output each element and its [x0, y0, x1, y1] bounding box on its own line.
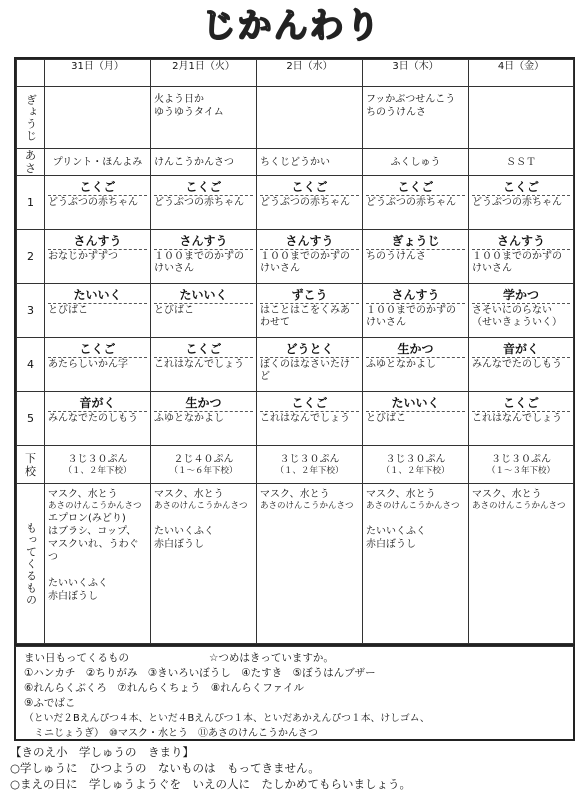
dismissal-row	[17, 446, 574, 484]
daily-line: ①ハンカチ ②ちりがみ ③きいろいぼうし ④たすき ⑤ぼうはんブザー	[24, 667, 376, 679]
day-header: 31日（月）	[45, 60, 151, 87]
unit: ふゆとなかよし	[366, 359, 436, 370]
unit: ちのうけんさ	[366, 251, 426, 262]
period-cell	[45, 230, 151, 284]
period-cell	[363, 230, 469, 284]
rules-heading: 【きのえ小 学しゅうの きまり】	[10, 745, 194, 759]
day-header-row	[17, 60, 574, 87]
unit: どうぶつの赤ちゃん	[154, 197, 244, 208]
unit: これはなんでしょう	[472, 413, 562, 424]
unit: これはなんでしょう	[154, 359, 244, 370]
daily-line: ミニじょうぎ） ⑩マスク・水とう ⑪あさのけんこうかんさつ	[34, 728, 318, 739]
subject: さんすう	[154, 233, 253, 250]
morning-cell: ふくしゅう	[363, 149, 469, 176]
period-cell	[151, 338, 257, 392]
unit: おなじかずずつ	[48, 251, 118, 262]
period-label: 3	[17, 284, 45, 338]
period-cell	[151, 284, 257, 338]
subject: どうとく	[260, 341, 359, 358]
bring-row	[17, 484, 574, 644]
timetable-grid	[16, 59, 574, 644]
subject: たいいく	[366, 395, 465, 412]
study-rules	[10, 744, 575, 792]
unit: みんなでたのしもう	[472, 359, 562, 370]
events-cell	[257, 87, 363, 149]
daily-line: ⑥れんらくぶくろ ⑦れんらくちょう ⑧れんらくファイル	[24, 682, 305, 694]
unit: どうぶつの赤ちゃん	[260, 197, 350, 208]
period-cell	[363, 338, 469, 392]
period-cell	[257, 338, 363, 392]
nails-reminder: ☆つめはきっていますか。	[209, 652, 334, 664]
bring-cell: マスク、水とう あさのけんこうかんさつ たいいくふく 赤白ぼうし	[363, 484, 469, 644]
dismissal-label: 下校	[17, 446, 45, 484]
daily-line: （といだ２Bえんぴつ４本、といだ４Bえんぴつ１本、といだあかえんぴつ１本、けしゴム、	[24, 713, 430, 724]
day-header: 4日（金）	[469, 60, 574, 87]
dismissal-cell: ３じ３０ぷん （１、２年下校）	[257, 446, 363, 484]
unit: どうぶつの赤ちゃん	[366, 197, 456, 208]
subject: ぎょうじ	[366, 233, 465, 250]
period-cell	[45, 338, 151, 392]
subject: こくご	[48, 341, 147, 358]
corner-cell	[17, 60, 45, 87]
events-label: ぎょうじ	[24, 93, 38, 142]
period-row	[17, 392, 574, 446]
period-row	[17, 176, 574, 230]
period-cell	[469, 338, 574, 392]
morning-row	[17, 149, 574, 176]
period-cell	[151, 392, 257, 446]
subject: こくご	[154, 179, 253, 196]
subject: こくご	[260, 179, 359, 196]
subject: こくご	[154, 341, 253, 358]
subject: ずこう	[260, 287, 359, 304]
subject: 音がく	[48, 395, 147, 412]
events-cell: 火よう日か ゆうゆうタイム	[151, 87, 257, 149]
unit: はことはこをくみあわせて	[260, 305, 350, 328]
period-cell	[363, 284, 469, 338]
subject: さんすう	[366, 287, 465, 304]
unit: どうぶつの赤ちゃん	[472, 197, 562, 208]
day-header: 2日（水）	[257, 60, 363, 87]
subject: こくご	[472, 395, 570, 412]
morning-cell: ＳＳＴ	[469, 149, 574, 176]
period-cell	[257, 392, 363, 446]
period-cell	[257, 284, 363, 338]
unit: １００までのかずのけいさん	[366, 305, 456, 328]
period-cell	[45, 176, 151, 230]
period-cell	[469, 392, 574, 446]
bring-cell: マスク、水とう あさのけんこうかんさつ エプロン(みどり) はブラシ、コップ、 マスクいれ、うわぐつ たいいくふく 赤白ぼうし	[45, 484, 151, 644]
period-row	[17, 338, 574, 392]
unit: とびばこ	[154, 305, 194, 316]
dismissal-cell: ３じ３０ぷん （１、２年下校）	[363, 446, 469, 484]
morning-cell: プリント・ほんよみ	[45, 149, 151, 176]
period-cell	[257, 230, 363, 284]
events-cell	[469, 87, 574, 149]
period-label: 1	[17, 176, 45, 230]
period-cell	[257, 176, 363, 230]
morning-cell: ちくじどうかい	[257, 149, 363, 176]
period-cell	[469, 176, 574, 230]
timetable	[14, 57, 575, 646]
period-label: 4	[17, 338, 45, 392]
daily-items-box	[14, 646, 575, 741]
unit: どうぶつの赤ちゃん	[48, 197, 138, 208]
events-row	[17, 87, 574, 149]
events-cell: フッかぶつせんこう ちのうけんさ	[363, 87, 469, 149]
unit: １００までのかずのけいさん	[472, 251, 562, 274]
period-cell	[363, 176, 469, 230]
period-cell	[469, 230, 574, 284]
rules-line: ○まえの日に 学しゅうようぐを いえの人に たしかめてもらいましょう。	[10, 777, 412, 791]
page-title: じかんわり	[201, 6, 382, 46]
period-cell	[45, 284, 151, 338]
subject: こくご	[472, 179, 570, 196]
dismissal-cell: ３じ３０ぷん （１〜３年下校）	[469, 446, 574, 484]
subject: こくご	[260, 395, 359, 412]
unit: さそいにのらない（せいきょういく）	[472, 305, 562, 328]
period-label: 2	[17, 230, 45, 284]
subject: さんすう	[472, 233, 570, 250]
period-cell	[45, 392, 151, 446]
subject: こくご	[48, 179, 147, 196]
unit: １００までのかずのけいさん	[260, 251, 350, 274]
period-cell	[151, 176, 257, 230]
daily-heading: まい日もってくるもの	[24, 652, 129, 664]
subject: 音がく	[472, 341, 570, 358]
subject: 学かつ	[472, 287, 570, 304]
subject: こくご	[366, 179, 465, 196]
subject: さんすう	[48, 233, 147, 250]
day-header: 3日（木）	[363, 60, 469, 87]
unit: とびばこ	[48, 305, 88, 316]
events-cell	[45, 87, 151, 149]
day-header: 2月1日（火）	[151, 60, 257, 87]
subject: さんすう	[260, 233, 359, 250]
subject: たいいく	[154, 287, 253, 304]
period-cell	[363, 392, 469, 446]
period-cell	[469, 284, 574, 338]
unit: とびばこ	[366, 413, 406, 424]
subject: たいいく	[48, 287, 147, 304]
morning-label: あさ	[17, 149, 45, 176]
period-cell	[151, 230, 257, 284]
period-row	[17, 230, 574, 284]
unit: ふゆとなかよし	[154, 413, 224, 424]
bring-cell: マスク、水とう あさのけんこうかんさつ	[469, 484, 574, 644]
bring-cell: マスク、水とう あさのけんこうかんさつ たいいくふく 赤白ぼうし	[151, 484, 257, 644]
unit: １００までのかずのけいさん	[154, 251, 244, 274]
subject: 生かつ	[366, 341, 465, 358]
morning-cell: けんこうかんさつ	[151, 149, 257, 176]
unit: あたらしいかん字	[48, 359, 128, 370]
unit: みんなでたのしもう	[48, 413, 138, 424]
dismissal-cell: ３じ３０ぷん （１、２年下校）	[45, 446, 151, 484]
period-row	[17, 284, 574, 338]
rules-line: ○学しゅうに ひつようの ないものは もってきません。	[10, 761, 320, 775]
bring-cell: マスク、水とう あさのけんこうかんさつ	[257, 484, 363, 644]
daily-line: ⑨ふでばこ	[24, 697, 76, 709]
bring-label: もってくるもの	[24, 521, 38, 606]
unit: ぼくのはなさいたけど	[260, 359, 350, 382]
subject: 生かつ	[154, 395, 253, 412]
period-label: 5	[17, 392, 45, 446]
dismissal-cell: ２じ４０ぷん （１〜６年下校）	[151, 446, 257, 484]
unit: これはなんでしょう	[260, 413, 350, 424]
